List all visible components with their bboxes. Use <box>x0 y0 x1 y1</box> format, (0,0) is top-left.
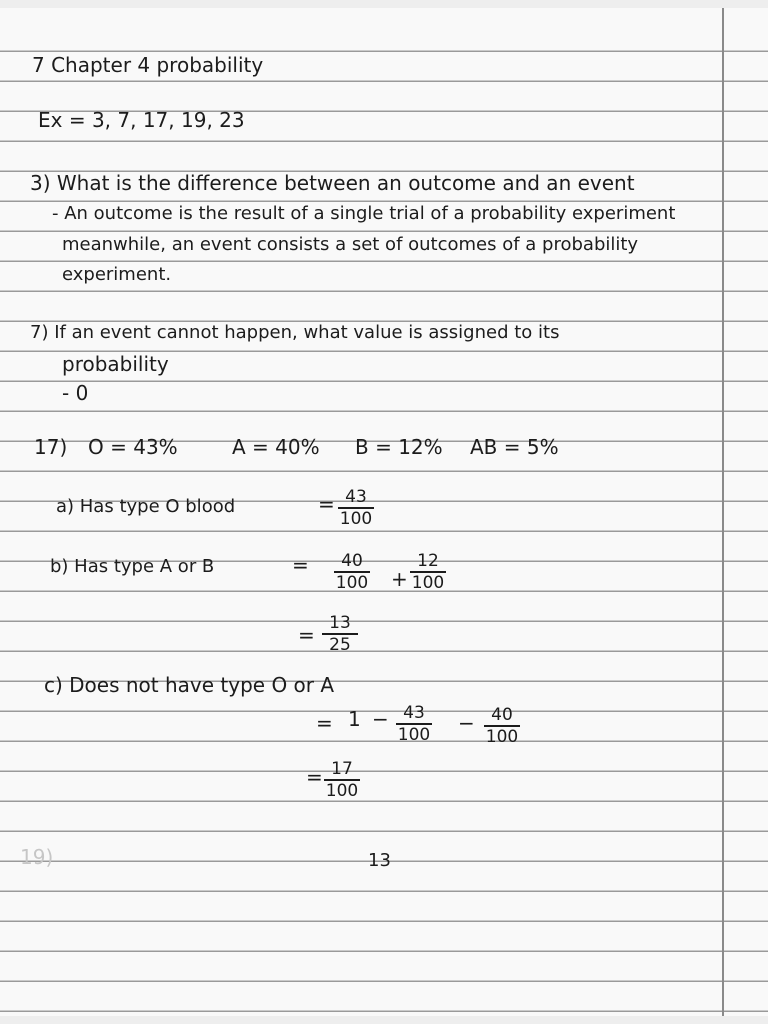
fraction-numerator: 40 <box>491 705 513 725</box>
part-b-result-equals: = <box>298 623 315 647</box>
part-c-minus: − <box>372 707 389 731</box>
q7-question: 7) If an event cannot happen, what value is assigned to its <box>30 322 560 343</box>
q3-answer-line: - An outcome is the result of a single trial of a probability experiment <box>52 203 676 224</box>
part-b-equals: = <box>292 553 309 577</box>
fraction-numerator: 40 <box>341 551 363 571</box>
part-b-fraction-2 <box>410 552 446 592</box>
fraction-numerator: 17 <box>331 759 353 779</box>
part-c-result-fraction <box>324 760 360 800</box>
part-c-equals: = <box>316 711 333 735</box>
fraction-denominator: 100 <box>335 572 369 593</box>
q7-question-cont: probability <box>62 352 169 376</box>
q19-label: 19) <box>20 845 54 869</box>
handwritten-notes <box>0 8 768 1016</box>
fraction-denominator: 100 <box>325 780 359 801</box>
part-c-minus: − <box>458 711 475 735</box>
fraction-denominator: 100 <box>339 508 373 529</box>
q17-given-b: B = 12% <box>355 435 443 459</box>
fraction-numerator: 43 <box>345 487 367 507</box>
part-c-fraction-2 <box>484 706 520 746</box>
fraction-numerator: 43 <box>403 703 425 723</box>
part-c-result-equals: = <box>306 765 323 789</box>
fraction-denominator: 100 <box>411 572 445 593</box>
fraction-numerator: 12 <box>417 551 439 571</box>
q17-given-ab: AB = 5% <box>470 435 559 459</box>
q3-answer-line: experiment. <box>62 264 172 285</box>
part-a-fraction <box>338 488 374 528</box>
q3-question: 3) What is the difference between an outcome and an event <box>30 171 635 195</box>
part-c-fraction-1 <box>396 704 432 744</box>
part-b-fraction-1 <box>334 552 370 592</box>
part-c-one: 1 <box>348 707 361 731</box>
fraction-denominator: 25 <box>329 634 351 655</box>
part-c-label: c) Does not have type O or A <box>44 673 335 697</box>
part-a-equals: = <box>318 492 335 516</box>
q17-label: 17) <box>34 435 68 459</box>
part-b-label: b) Has type A or B <box>50 556 215 577</box>
fraction-denominator: 100 <box>485 726 519 747</box>
part-b-result-fraction <box>322 614 358 654</box>
part-b-plus: + <box>391 567 408 591</box>
q3-answer-line: meanwhile, an event consists a set of outcomes of a probability <box>62 234 639 255</box>
notebook-page <box>0 8 768 1016</box>
q17-given-o: O = 43% <box>88 435 178 459</box>
page-title: 7 Chapter 4 probability <box>32 53 264 77</box>
q17-given-a: A = 40% <box>232 435 320 459</box>
exercise-list: Ex = 3, 7, 17, 19, 23 <box>38 108 245 132</box>
q19-value: 13 <box>368 850 391 871</box>
fraction-denominator: 100 <box>397 724 431 745</box>
part-a-label: a) Has type O blood <box>56 496 236 517</box>
fraction-numerator: 13 <box>329 613 351 633</box>
q7-answer: - 0 <box>62 381 89 405</box>
